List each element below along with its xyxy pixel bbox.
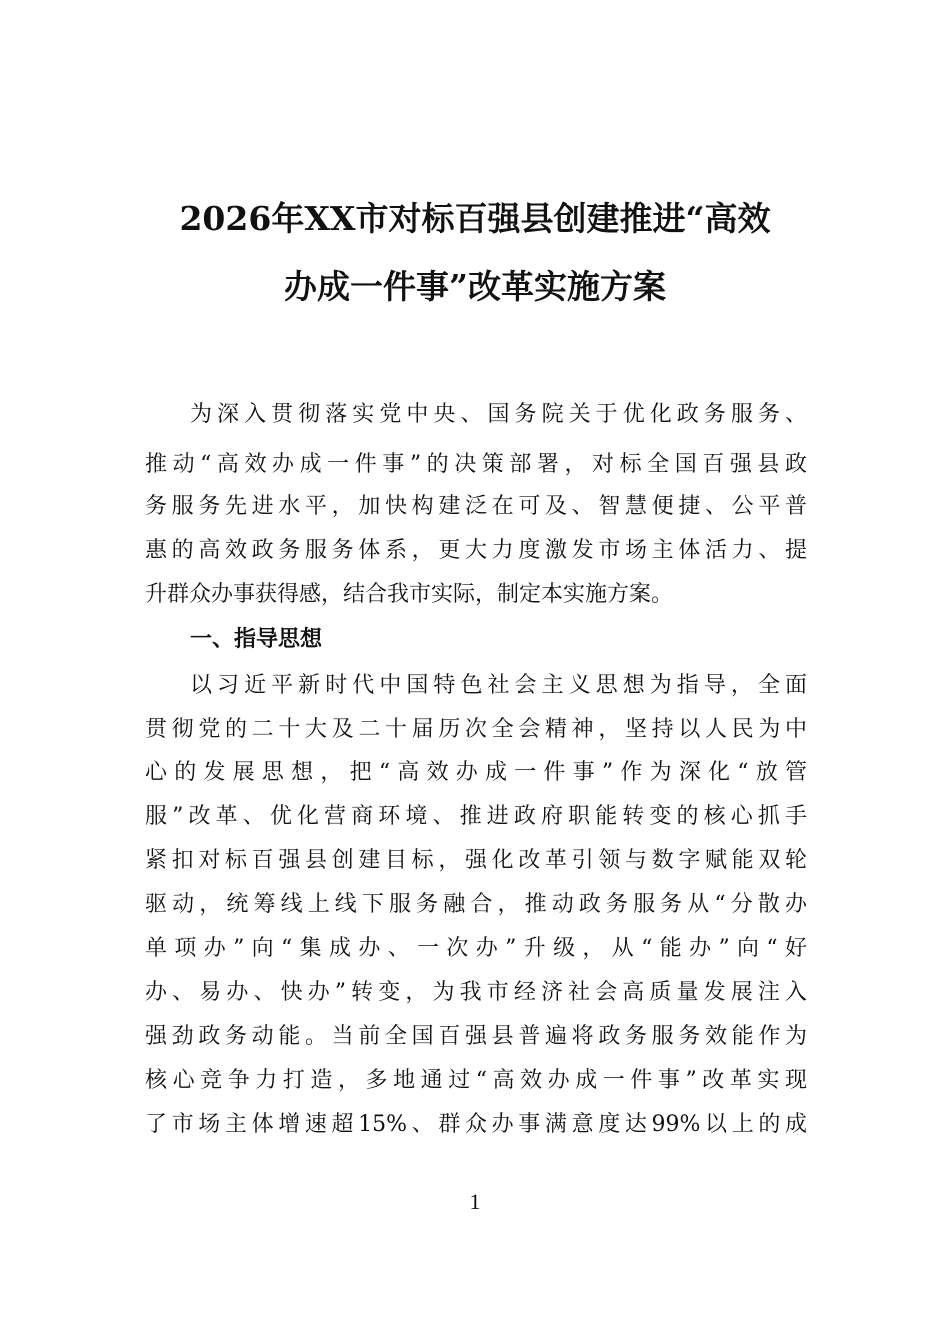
paragraph-line: 服”改革、优化营商环境、推进政府职能转变的核心抓手 bbox=[145, 804, 807, 829]
paragraph-line: 以习近平新时代中国特色社会主义思想为指导，全面 bbox=[190, 673, 807, 698]
page-number: 1 bbox=[469, 1189, 481, 1214]
paragraph-line: 升群众办事获得感，结合我市实际，制定本实施方案。 bbox=[145, 582, 674, 607]
paragraph-line: 强劲政务动能。当前全国百强县普遍将政务服务效能作为 bbox=[145, 1024, 807, 1049]
paragraph-line: 为深入贯彻落实党中央、国务院关于优化政务服务、 bbox=[190, 402, 807, 427]
paragraph-line: 紧扣对标百强县创建目标，强化改革引领与数字赋能双轮 bbox=[145, 848, 807, 873]
paragraph-line: 心的发展思想，把“高效办成一件事”作为深化“放管 bbox=[145, 760, 807, 785]
paragraph-line: 贯彻党的二十大及二十届历次全会精神，坚持以人民为中 bbox=[145, 717, 807, 742]
paragraph-line: 单项办”向“集成办、一次办”升级，从“能办”向“好 bbox=[145, 936, 807, 961]
paragraph-line: 核心竞争力打造，多地通过“高效办成一件事”改革实现 bbox=[145, 1068, 807, 1093]
paragraph-line: 驱动，统筹线上线下服务融合，推动政务服务从“分散办 bbox=[145, 892, 807, 917]
paragraph-line: 惠的高效政务服务体系，更大力度激发市场主体活力、提 bbox=[145, 538, 807, 563]
document-title-line-2: 办成一件事”改革实施方案 bbox=[284, 267, 666, 306]
document-title-line-1: 2026年XX市对标百强县创建推进“高效 bbox=[179, 199, 771, 238]
paragraph-line: 了市场主体增速超15%、群众办事满意度达99%以上的成 bbox=[145, 1112, 807, 1137]
paragraph-line: 务服务先进水平，加快构建泛在可及、智慧便捷、公平普 bbox=[145, 494, 807, 519]
paragraph-line: 办、易办、快办”转变，为我市经济社会高质量发展注入 bbox=[145, 980, 807, 1005]
section-heading: 一、指导思想 bbox=[190, 627, 323, 652]
paragraph-line: 推动“高效办成一件事”的决策部署，对标全国百强县政 bbox=[145, 452, 807, 477]
